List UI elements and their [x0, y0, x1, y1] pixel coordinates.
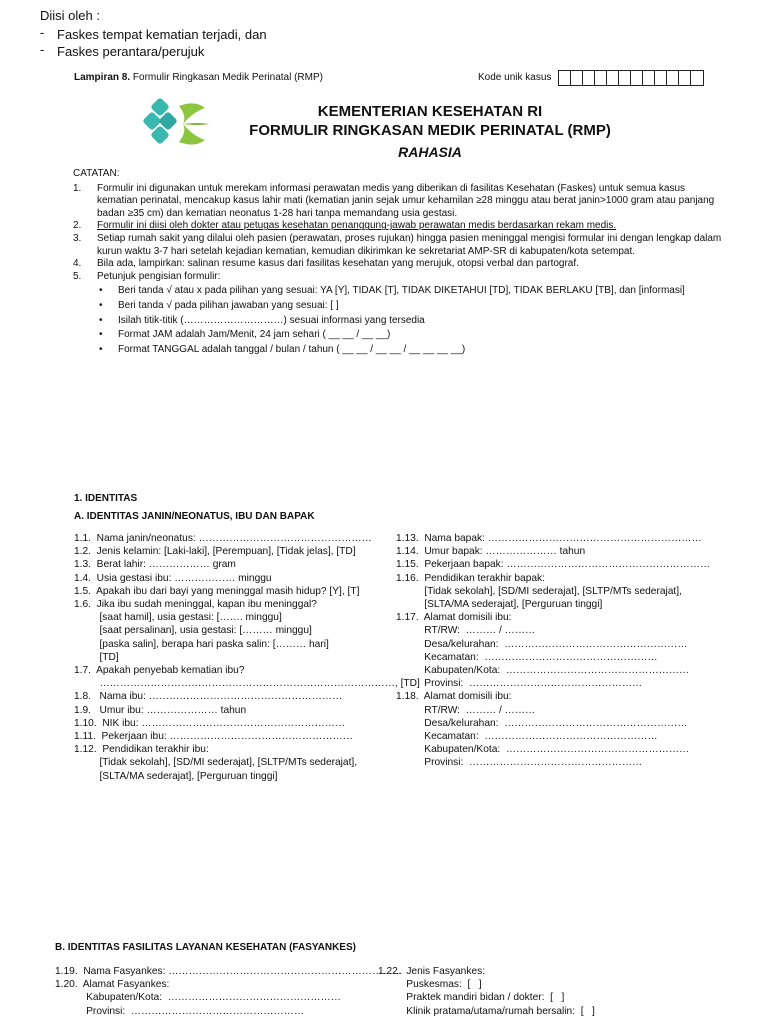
kemenkes-logo-icon — [143, 96, 213, 152]
identitas-left-line: 1.12. Pendidikan terakhir ibu: — [74, 744, 209, 756]
title-rahasia: RAHASIA — [398, 144, 462, 160]
identitas-right-line: [Tidak sekolah], [SD/MI sederajat], [SLTP/MTs sederajat], — [396, 585, 682, 597]
identitas-subheading: A. IDENTITAS JANIN/NEONATUS, IBU DAN BAPAK — [74, 511, 315, 522]
catatan-heading: CATATAN: — [73, 168, 120, 179]
identitas-right-line: 1.14. Umur bapak: ………………… tahun — [396, 546, 586, 558]
fasyankes-left-line: 1.20. Alamat Fasyankes: — [55, 979, 170, 991]
petunjuk-bullet-4: • Format JAM adalah Jam/Menit, 24 jam sehari ( __ __ / __ __) — [73, 329, 723, 342]
identitas-left-line: [SLTA/MA sederajat], [Perguruan tinggi] — [74, 770, 278, 782]
petunjuk-bullet-2: • Beri tanda √ pada pilihan jawaban yang sesuai: [ ] — [73, 300, 723, 313]
identitas-left-line: 1.4. Usia gestasi ibu: ……………… minggu — [74, 572, 272, 584]
identitas-right-line: 1.15. Pekerjaan bapak: …………………………………………………… — [396, 559, 711, 571]
fasyankes-right-line: Praktek mandiri bidan / dokter: [ ] — [378, 992, 565, 1004]
identitas-left-line: 1.9. Umur ibu: ………………… tahun — [74, 704, 247, 716]
identitas-left-line: 1.5. Apakah ibu dari bayi yang meninggal masih hidup? [Y], [T] — [74, 585, 360, 597]
identitas-left-line: 1.7. Apakah penyebab kematian ibu? — [74, 665, 245, 677]
identitas-left-line: [saat hamil], usia gestasi: [……. minggu] — [74, 612, 282, 624]
catatan-item-4: 4. Bila ada, lampirkan: salinan resume kasus dari fasilitas kesehatan yang merujuk, otopsi verbal dan partograf. — [73, 258, 579, 270]
identitas-right-line: Provinsi: …………………………………………… — [396, 757, 643, 769]
identitas-right-line: Kecamatan: …………………………………………… — [396, 731, 658, 743]
identitas-right-column — [396, 532, 710, 770]
title-formulir: FORMULIR RINGKASAN MEDIK PERINATAL (RMP) — [249, 122, 611, 139]
identitas-right-line: 1.13. Nama bapak: ……………………………………………………… — [396, 533, 702, 544]
identitas-left-line: 1.8. Nama ibu: ………………………………………………… — [74, 691, 343, 703]
identitas-left-line: [paska salin], berapa hari paska salin: [……… hari] — [74, 638, 329, 650]
fasyankes-left-line: 1.19. Nama Fasyankes: …………………………………………………………… — [55, 966, 403, 977]
petunjuk-bullet-1: • Beri tanda √ atau x pada pilihan yang sesuai: YA [Y], TIDAK [T], TIDAK DIKETAHUI [TD], TIDAK BERLAKU [TB], dan [informasi] — [73, 285, 723, 298]
lampiran-label: Lampiran 8. Formulir Ringkasan Medik Perinatal (RMP) — [74, 72, 323, 83]
fasyankes-right-column — [378, 965, 595, 1018]
identitas-right-line: 1.18. Alamat domisili ibu: — [396, 691, 512, 703]
fasyankes-left-line: Provinsi: …………………………………………… — [55, 1005, 305, 1017]
identitas-left-line: [TD] — [74, 651, 119, 663]
identitas-right-line: Kabupaten/Kota: ……………………………………………… — [396, 744, 690, 756]
identitas-left-line: 1.3. Berat lahir: ……………… gram — [74, 559, 236, 571]
identitas-right-line: [SLTA/MA sederajat], [Perguruan tinggi] — [396, 599, 603, 611]
fasyankes-left-column — [55, 965, 403, 1018]
fasyankes-right-line: Klinik pratama/utama/rumah bersalin: [ ] — [378, 1005, 595, 1017]
identitas-right-line: Kecamatan: …………………………………………… — [396, 651, 658, 663]
identitas-right-line: Desa/kelurahan: ……………………………………………… — [396, 717, 688, 729]
petunjuk-bullet-3: • Isilah titik-titik (…………………………) sesuai informasi yang tersedia — [73, 315, 723, 328]
dash-bullet: - — [40, 42, 45, 57]
identitas-heading: 1. IDENTITAS — [74, 493, 138, 504]
identitas-left-line: [Tidak sekolah], [SD/MI sederajat], [SLTP/MTs sederajat], — [74, 757, 358, 769]
identitas-left-column — [74, 532, 420, 783]
dash-bullet: - — [40, 25, 45, 40]
catatan-item-2: 2. Formulir ini diisi oleh dokter atau petugas kesehatan penanggung-jawab perawatan medis berdasarkan rekam medis. — [73, 220, 617, 232]
identitas-right-line: RT/RW: ……… / ……… — [396, 704, 536, 716]
catatan-item-3: 3. Setiap rumah sakit yang dilalui oleh pasien (perawatan, proses rujukan) hingga pasien meninggal mengisi formular ini dengan lengkap dalam kurun waktu 3-7 hari setelah kejadian kematian, kemudian dikirimkan ke sekretariat AMP-SR di kabupaten/kota setempat. — [73, 232, 722, 257]
identitas-right-line: Kabupaten/Kota: ……………………………………………… — [396, 665, 690, 677]
catatan-item-1: 1. Formulir ini digunakan untuk merekam informasi perawatan medis yang diberikan di fasilitas Kesehatan (Faskes) untuk semua kasus kematian perinatal, mencakup kasus lahir mati (kematian janin sejak umur kehamilan ≥28 minggu atau berat janin>1000 gram atau panjang badan ≥35 cm) dan kematian neonatus 1-28 hari tanpa memandang usia gestasi. — [73, 182, 715, 219]
identitas-left-line: 1.10. NIK ibu: …………………………………………………… — [74, 717, 346, 729]
catatan-item-5: 5. Petunjuk pengisian formulir: — [73, 270, 221, 282]
kode-unik-label: Kode unik kasus — [478, 72, 552, 83]
identitas-left-line: [saat persalinan], usia gestasi: [……… minggu] — [74, 625, 312, 637]
fasyankes-right-line: 1.22. Jenis Fasyankes: — [378, 966, 486, 977]
title-kementerian: KEMENTERIAN KESEHATAN RI — [317, 103, 543, 120]
identitas-left-line: ……………………………………………………………………………, [TD] — [74, 678, 420, 690]
identitas-right-line: Provinsi: …………………………………………… — [396, 678, 643, 690]
identitas-left-line: 1.6. Jika ibu sudah meninggal, kapan ibu meninggal? — [74, 599, 317, 611]
petunjuk-bullet-5: • Format TANGGAL adalah tanggal / bulan / tahun ( __ __ / __ __ / __ __ __ __) — [73, 344, 723, 357]
catatan-section — [73, 168, 723, 356]
fasyankes-heading: B. IDENTITAS FASILITAS LAYANAN KESEHATAN (FASYANKES) — [55, 942, 356, 953]
identitas-right-line: Desa/kelurahan: ……………………………………………… — [396, 638, 688, 650]
fasyankes-left-line: Kabupaten/Kota: …………………………………………… — [55, 992, 341, 1004]
identitas-right-line: RT/RW: ……… / ……… — [396, 625, 536, 637]
identitas-left-line: 1.11. Pekerjaan ibu: ……………………………………………… — [74, 731, 353, 743]
fasyankes-right-line: Puskesmas: [ ] — [378, 979, 482, 991]
kode-unik-boxes[interactable] — [558, 70, 704, 86]
identitas-right-line: 1.16. Pendidikan terakhir bapak: — [396, 572, 545, 584]
identitas-left-line: 1.2. Jenis kelamin: [Laki-laki], [Perempuan], [Tidak jelas], [TD] — [74, 546, 356, 558]
identitas-left-line: 1.1. Nama janin/neonatus: …………………………………………… — [74, 533, 372, 544]
identitas-right-line: 1.17. Alamat domisili ibu: — [396, 612, 512, 624]
diisi-oleh-label: Diisi oleh : — [40, 8, 100, 23]
